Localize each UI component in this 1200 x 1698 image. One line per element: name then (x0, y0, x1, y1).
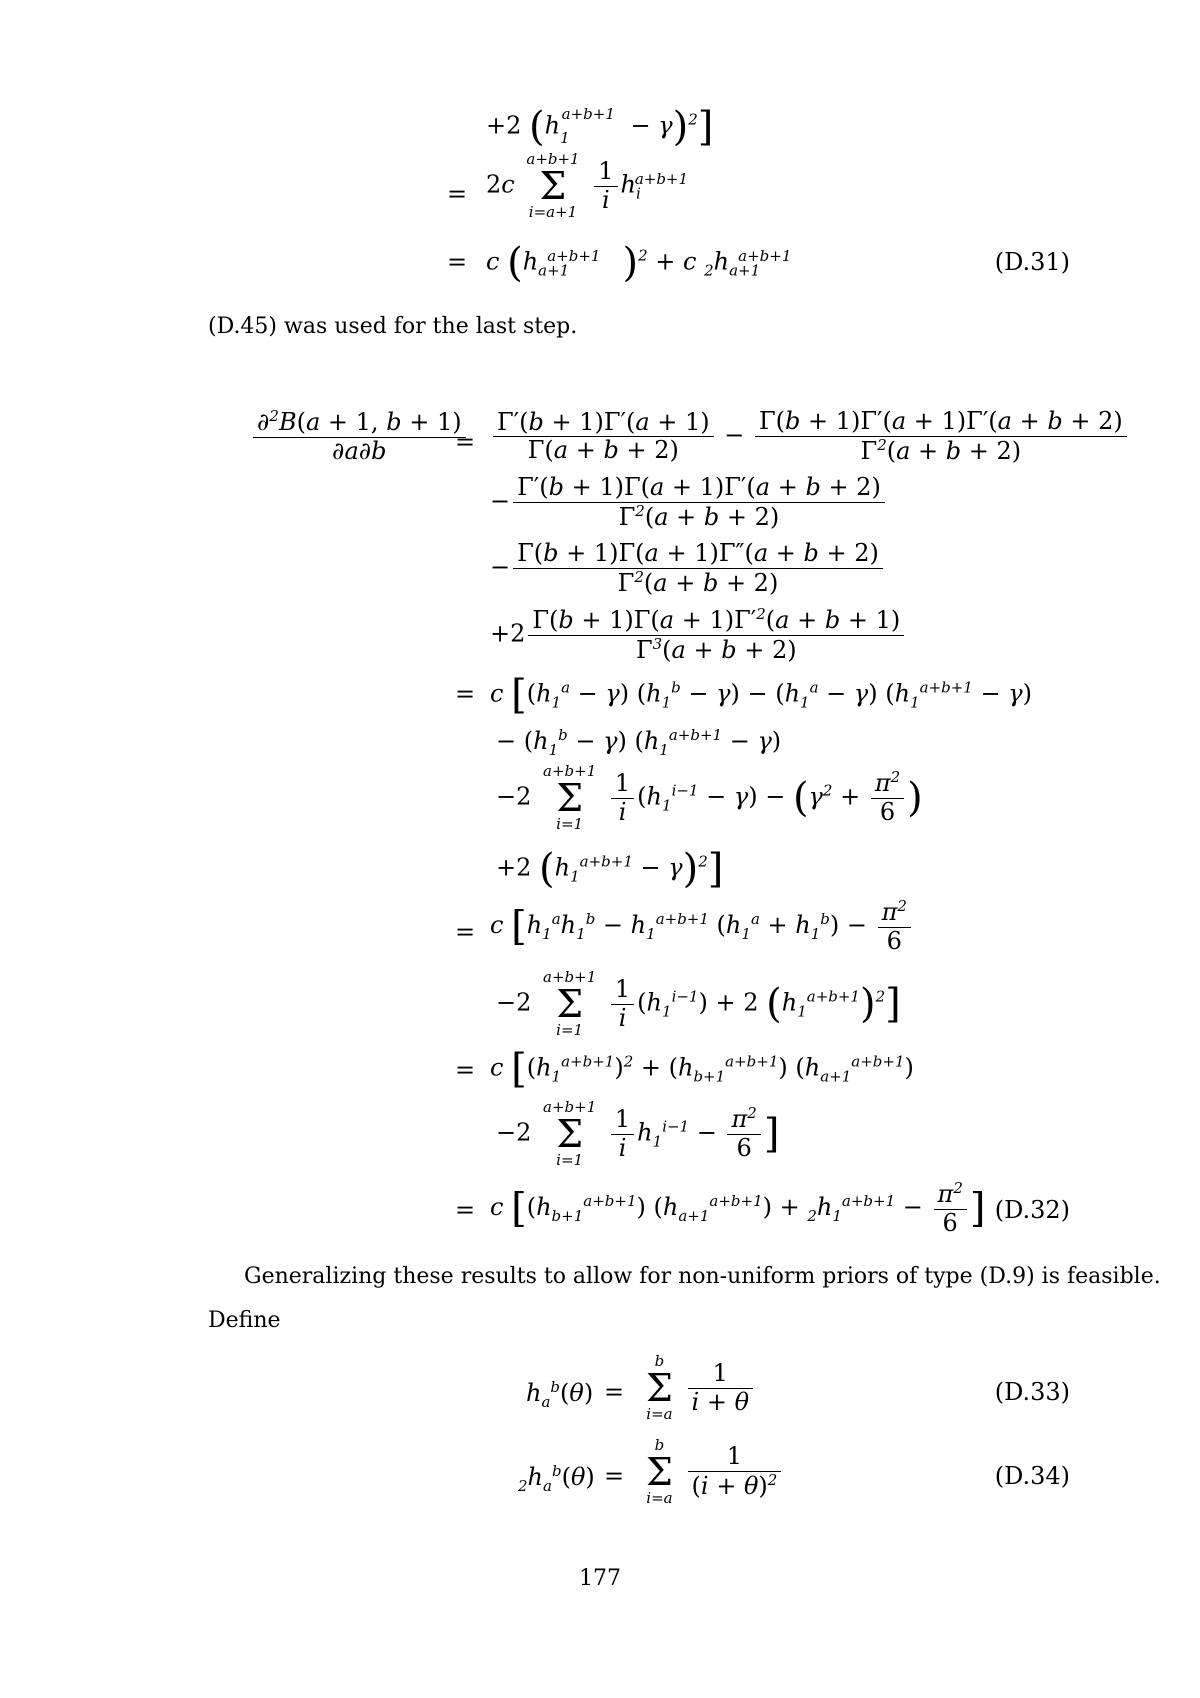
eq-d32-row11: c [$(h_1^{a+b+1})^2 + (h_{b+1}^{a+b+1})$ $(h_{a+1}^{a+b+1})$ (490, 1046, 914, 1092)
eq-d31-line2: 2c a+b+1 Σ i=a+1 $\frac{1}{i}$ $h_i^{a+b+1}$ (486, 150, 689, 221)
eq-d31-rel-3: = (447, 248, 468, 276)
eq-d32-rel-13: = (455, 1196, 476, 1224)
eq-d32-row4: +2 $\frac{\Gamma(b + 1)\Gamma(a + 1)\Gamma'^2(a + b + 1)}{\Gamma^3(a + b + 2)}$ (490, 606, 907, 664)
eq-d31-line3: c ($h_{a+1}^{a+b+1}$ )$^2$ + c $_2h_{a+1}^{a+b+1}$ (486, 240, 792, 286)
eq-d34-rhs: b Σ i=a $\frac{1}{(i + \theta)^2}$ (642, 1438, 784, 1506)
eq-d32-row3: − $\frac{\Gamma(b + 1)\Gamma(a + 1)\Gamma''(a + b + 2)}{\Gamma^2(a + b + 2)}$ (490, 540, 886, 597)
eq-label-d31: (D.31) (994, 248, 1070, 276)
paragraph-step-note: (D.45) was used for the last step. (208, 314, 578, 339)
eq-label-d34: (D.34) (994, 1462, 1070, 1490)
eq-d32-row10: −2 a+b+1 Σ i=1 $\frac{1}{i}$ $(h_1^{i-1}) + 2$ $(h_1^{a+b+1})^2$] (496, 968, 901, 1039)
eq-d32-row1: $\frac{\Gamma'(b + 1)\Gamma'(a + 1)}{\Gamma(a + b + 2)}$ − $\frac{\Gamma(b + 1)\Gamma'(a + 1)\Gamma'(a + b + 2)}{\Gamma^2(a + b + 2)}$ (490, 408, 1130, 465)
eq-label-d32: (D.32) (994, 1196, 1070, 1224)
eq-d32-row13: c [$(h_{b+1}^{a+b+1}) (h_{a+1}^{a+b+1}) + _2h_1^{a+b+1}$ − $\frac{\pi^2}{6}$ ] (490, 1179, 986, 1237)
eq-d34-rel: = (604, 1462, 625, 1490)
eq-d32-row8: +2 $(h_1^{a+b+1} - \gamma)^2$] (496, 846, 724, 892)
eq-d32-row7: −2 a+b+1 Σ i=1 $\frac{1}{i}$ $(h_1^{i-1} - \gamma) - (\gamma^2$ + $\frac{\pi^2}{6}$ ) (496, 762, 923, 833)
eq-d32-rel-1: = (455, 428, 476, 456)
eq-d33-rhs: b Σ i=a $\frac{1}{i + \theta}$ (642, 1354, 756, 1422)
eq-d32-lhs: $\frac{\partial^2B(a + 1, b + 1)}{\partial a\partial b}$ (250, 408, 469, 465)
eq-d32-rel-9: = (455, 918, 476, 946)
eq-label-d33: (D.33) (994, 1378, 1070, 1406)
eq-d32-rel-11: = (455, 1056, 476, 1084)
eq-d34-lhs: $_2h_a^b(\theta)$ (518, 1462, 595, 1495)
paragraph-generalizing: Generalizing these results to allow for non-uniform priors of type (D.9) is feasible. (244, 1264, 1161, 1289)
page-number: 177 (579, 1566, 621, 1591)
eq-d32-rel-5: = (455, 680, 476, 708)
eq-d32-row2: − $\frac{\Gamma'(b + 1)\Gamma(a + 1)\Gamma'(a + b + 2)}{\Gamma^2(a + b + 2)}$ (490, 474, 888, 531)
eq-d32-row12: −2 a+b+1 Σ i=1 $\frac{1}{i}$ $h_1^{i-1}$ − $\frac{\pi^2}{6}$ ] (496, 1098, 780, 1169)
eq-d31-rel-2: = (447, 180, 468, 208)
eq-d33-rel: = (604, 1378, 625, 1406)
eq-d31-line1: +2 $(h_1^{a+b+1} - \gamma)^2$] (486, 104, 714, 150)
eq-d32-row5: c [$(h_1^a - \gamma) (h_1^b - \gamma) - (h_1^a - \gamma) (h_1^{a+b+1} - \gamma)$ (490, 672, 1032, 718)
paragraph-define: Define (208, 1308, 281, 1333)
eq-d33-lhs: $h_a^b(\theta)$ (526, 1378, 594, 1411)
eq-d32-row6: − $(h_1^b - \gamma) (h_1^{a+b+1} - \gamma)$ (496, 726, 782, 759)
eq-d32-row9: c [$h_1^ah_1^b - h_1^{a+b+1}$ $(h_1^a + h_1^b)$ − $\frac{\pi^2}{6}$ (490, 898, 914, 955)
